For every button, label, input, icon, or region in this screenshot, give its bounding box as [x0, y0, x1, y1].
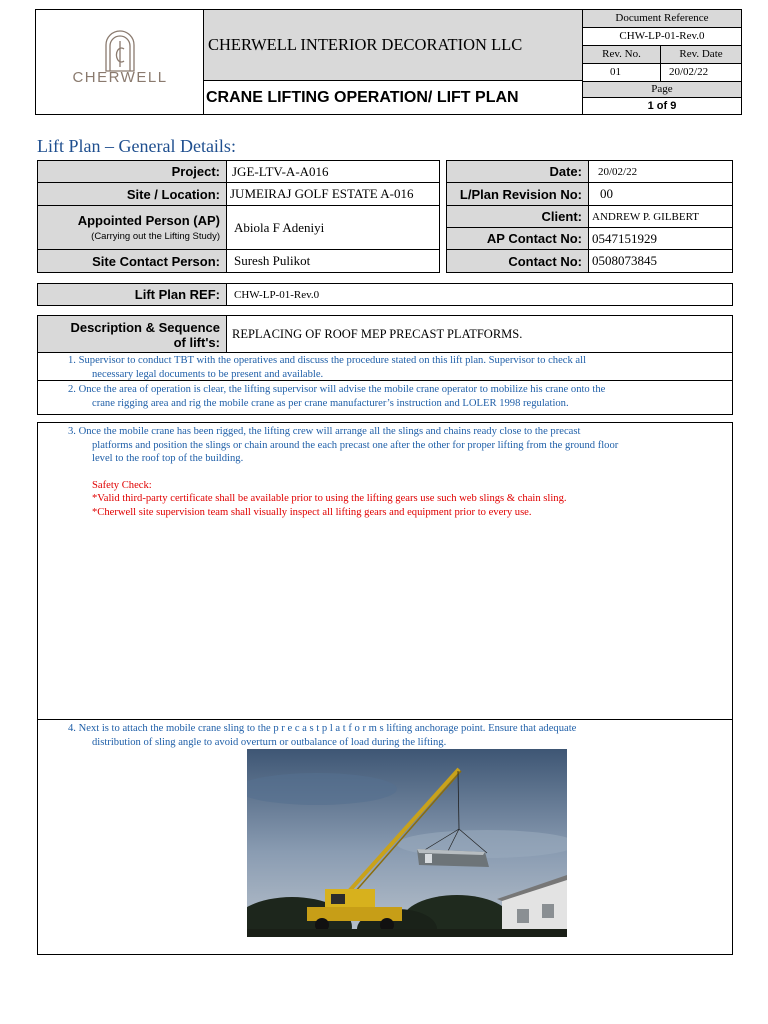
rev-no-value: 01 — [582, 63, 661, 82]
crane-lifting-photo — [247, 749, 567, 937]
doc-ref-label: Document Reference — [582, 9, 742, 28]
step-3-line3: level to the roof top of the building. — [92, 453, 244, 464]
rev-date-value: 20/02/22 — [660, 63, 742, 82]
site-contact-value: Suresh Pulikot — [226, 249, 440, 273]
ap-contact-value: 0547151929 — [588, 227, 733, 250]
step-1-line1: 1. Supervisor to conduct TBT with the operatives and discuss the procedure stated on this lift plan. Supervisor to check all — [68, 355, 587, 366]
document-title-text: CRANE LIFTING OPERATION/ LIFT PLAN — [206, 88, 519, 106]
step-4-line1: 4. Next is to attach the mobile crane sling to the p r e c a s t p l a t f o r m s lifting anchorage point. Ensure that adequate — [68, 723, 577, 734]
step-1-line2: necessary legal documents to be present and available. — [92, 368, 324, 380]
page-label: Page — [582, 81, 742, 98]
revision-label: L/Plan Revision No: — [446, 182, 589, 206]
lift-plan-ref-label: Lift Plan REF: — [37, 283, 227, 306]
contact-label: Contact No: — [446, 249, 589, 273]
appointed-person-subtitle: (Carrying out the Lifting Study) — [91, 231, 220, 242]
description-label-line2: of lift's: — [173, 335, 220, 350]
site-contact-label: Site Contact Person: — [37, 249, 227, 273]
step-3 — [37, 422, 733, 720]
date-value: 20/02/22 — [588, 160, 733, 183]
safety-check-title: Safety Check: — [92, 479, 152, 491]
section-title: Lift Plan – General Details: — [37, 136, 236, 156]
company-name-text: CHERWELL INTERIOR DECORATION LLC — [208, 35, 523, 54]
safety-check-item-2: *Cherwell site supervision team shall visually inspect all lifting gears and equipment prior to every use. — [92, 506, 532, 518]
site-location-label: Site / Location: — [37, 182, 227, 206]
logo-wordmark: CHERWELL — [72, 69, 168, 86]
step-2-line1: 2. Once the area of operation is clear, the lifting supervisor will advise the mobile crane operator to mobilize his crane onto the — [68, 384, 606, 395]
client-label: Client: — [446, 205, 589, 228]
date-label: Date: — [446, 160, 589, 183]
lift-plan-ref-value: CHW-LP-01-Rev.0 — [226, 283, 733, 306]
appointed-person-title: Appointed Person (AP) — [77, 213, 220, 228]
company-name — [203, 9, 583, 81]
client-value: ANDREW P. GILBERT — [588, 205, 733, 228]
step-1 — [37, 352, 733, 381]
revision-value: 00 — [588, 182, 733, 206]
rev-no-label: Rev. No. — [582, 45, 661, 64]
step-3-line2: platforms and position the slings or chain around the each precast one after the other for proper lifting from the ground floor — [92, 439, 619, 451]
doc-ref-value: CHW-LP-01-Rev.0 — [582, 27, 742, 46]
step-4-line2: distribution of sling angle to avoid overturn or outbalance of load during the lifting. — [92, 736, 447, 748]
description-label-line1: Description & Sequence — [70, 320, 220, 335]
cherwell-logo-icon — [100, 27, 140, 73]
description-label — [37, 315, 227, 353]
document-title — [203, 80, 583, 115]
step-2 — [37, 380, 733, 415]
description-value: REPLACING OF ROOF MEP PRECAST PLATFORMS. — [226, 315, 733, 353]
contact-value: 0508073845 — [588, 249, 733, 273]
project-label: Project: — [37, 160, 227, 183]
site-location-value: JUMEIRAJ GOLF ESTATE A-016 — [226, 182, 440, 206]
page-number: 1 of 9 — [582, 97, 742, 115]
step-2-line2: crane rigging area and rig the mobile crane as per crane manufacturer’s instruction and LOLER 1998 regulation. — [92, 397, 569, 409]
rev-date-label: Rev. Date — [660, 45, 742, 64]
ap-contact-label: AP Contact No: — [446, 227, 589, 250]
appointed-person-label — [37, 205, 227, 250]
appointed-person-value: Abiola F Adeniyi — [226, 205, 440, 250]
project-value: JGE-LTV-A-A016 — [226, 160, 440, 183]
step-3-line1: 3. Once the mobile crane has been rigged, the lifting crew will arrange all the slings and chains ready close to the precast — [68, 426, 581, 437]
safety-check-item-1: *Valid third-party certificate shall be available prior to using the lifting gears use such web slings & chain sling. — [92, 493, 567, 504]
